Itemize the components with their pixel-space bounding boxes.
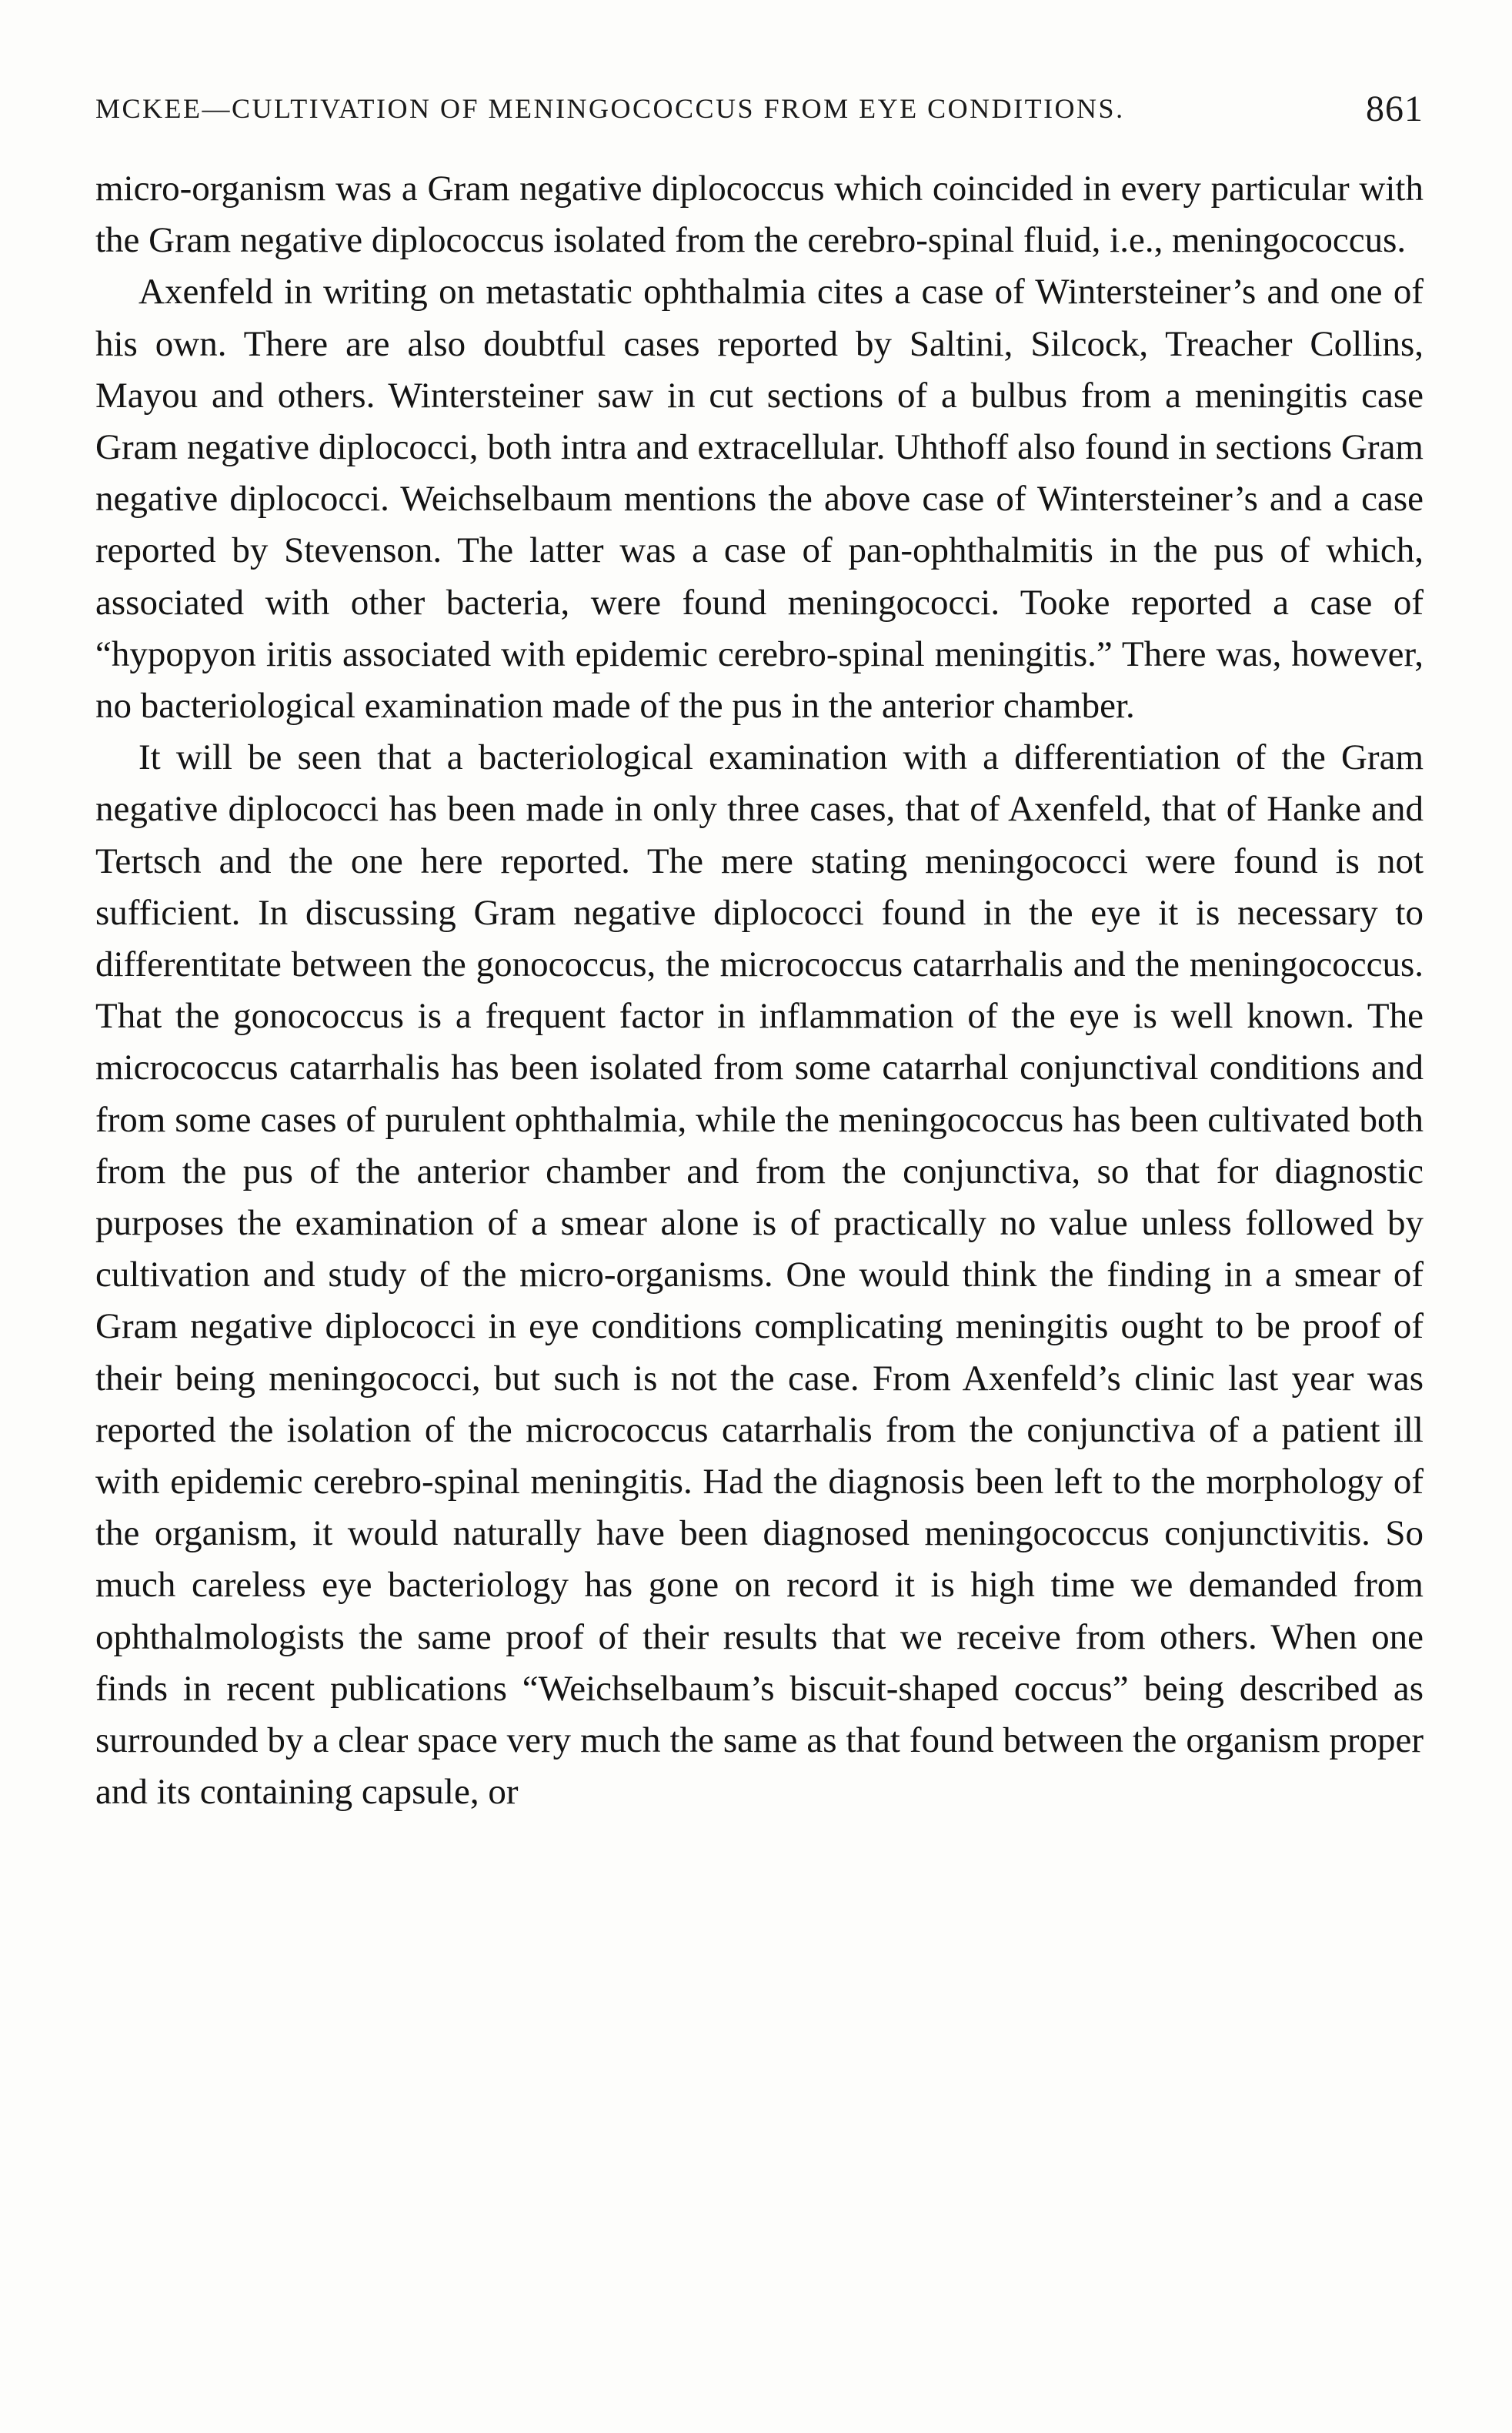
paragraph-continuation: micro-organism was a Gram negative diplococcus which coincided in every particular with the Gram negative diplococcus isolated from the cerebro-spinal fluid, i.e., meningococcus. <box>95 169 1424 261</box>
article-body <box>95 163 1424 1819</box>
paragraph-axenfeld-metastatic-ophthalmia: Axenfeld in writing on metastatic ophthalmia cites a case of Wintersteiner’s and one of his own. There are also doubtful cases reported by Saltini, Silcock, Treacher Collins, Mayou and others. Wintersteiner saw in cut sections of a bulbus from a meningitis case Gram negative diplococci, both intra and extracellular. Uhthoff also found in sections Gram negative diplococci. Weichselbaum mentions the above case of Wintersteiner’s and a case reported by Stevenson. The latter was a case of pan-ophthalmitis in the pus of which, associated with other bacteria, were found meningococci. Tooke reported a case of “hypopyon iritis associated with epidemic cerebro-spinal meningitis.” There was, however, no bacteriological examination made of the pus in the anterior chamber. <box>95 272 1424 727</box>
paragraph-differentiation: It will be seen that a bacteriological examination with a differentiation of the Gram negative diplococci has been made in only three cases, that of Axenfeld, that of Hanke and Tertsch and the one here reported. The mere stating meningococci were found is not sufficient. In discussing Gram negative diplococci found in the eye it is necessary to differentitate between the gonococcus, the micrococcus catarrhalis and the meningococcus. That the gonococcus is a frequent factor in inflammation of the eye is well known. The micrococcus catarrhalis has been isolated from some catarrhal conjunctival conditions and from some cases of purulent ophthalmia, while the meningococcus has been cultivated both from the pus of the anterior chamber and from the conjunctiva, so that for diagnostic purposes the examination of a smear alone is of practically no value unless followed by cultivation and study of the micro-organisms. One would think the finding in a smear of Gram negative diplococci in eye conditions complicating meningitis ought to be proof of their being meningococci, but such is not the case. From Axenfeld’s clinic last year was reported the isolation of the micrococcus catarrhalis from the conjunctiva of a patient ill with epidemic cerebro-spinal meningitis. Had the diagnosis been left to the morphology of the organism, it would naturally have been diagnosed meningococcus conjunctivitis. So much careless eye bacteriology has gone on record it is high time we demanded from ophthalmologists the same proof of their results that we receive from others. When one finds in recent publications “Weichselbaum’s biscuit-shaped coccus” being described as surrounded by a clear space very much the same as that found between the organism proper and its containing capsule, or <box>95 737 1424 1813</box>
running-head <box>95 83 1424 145</box>
page-number: 861 <box>1366 89 1424 129</box>
running-head-title: MCKEE—CULTIVATION OF MENINGOCOCCUS FROM EYE CONDITIONS. <box>95 93 1125 124</box>
